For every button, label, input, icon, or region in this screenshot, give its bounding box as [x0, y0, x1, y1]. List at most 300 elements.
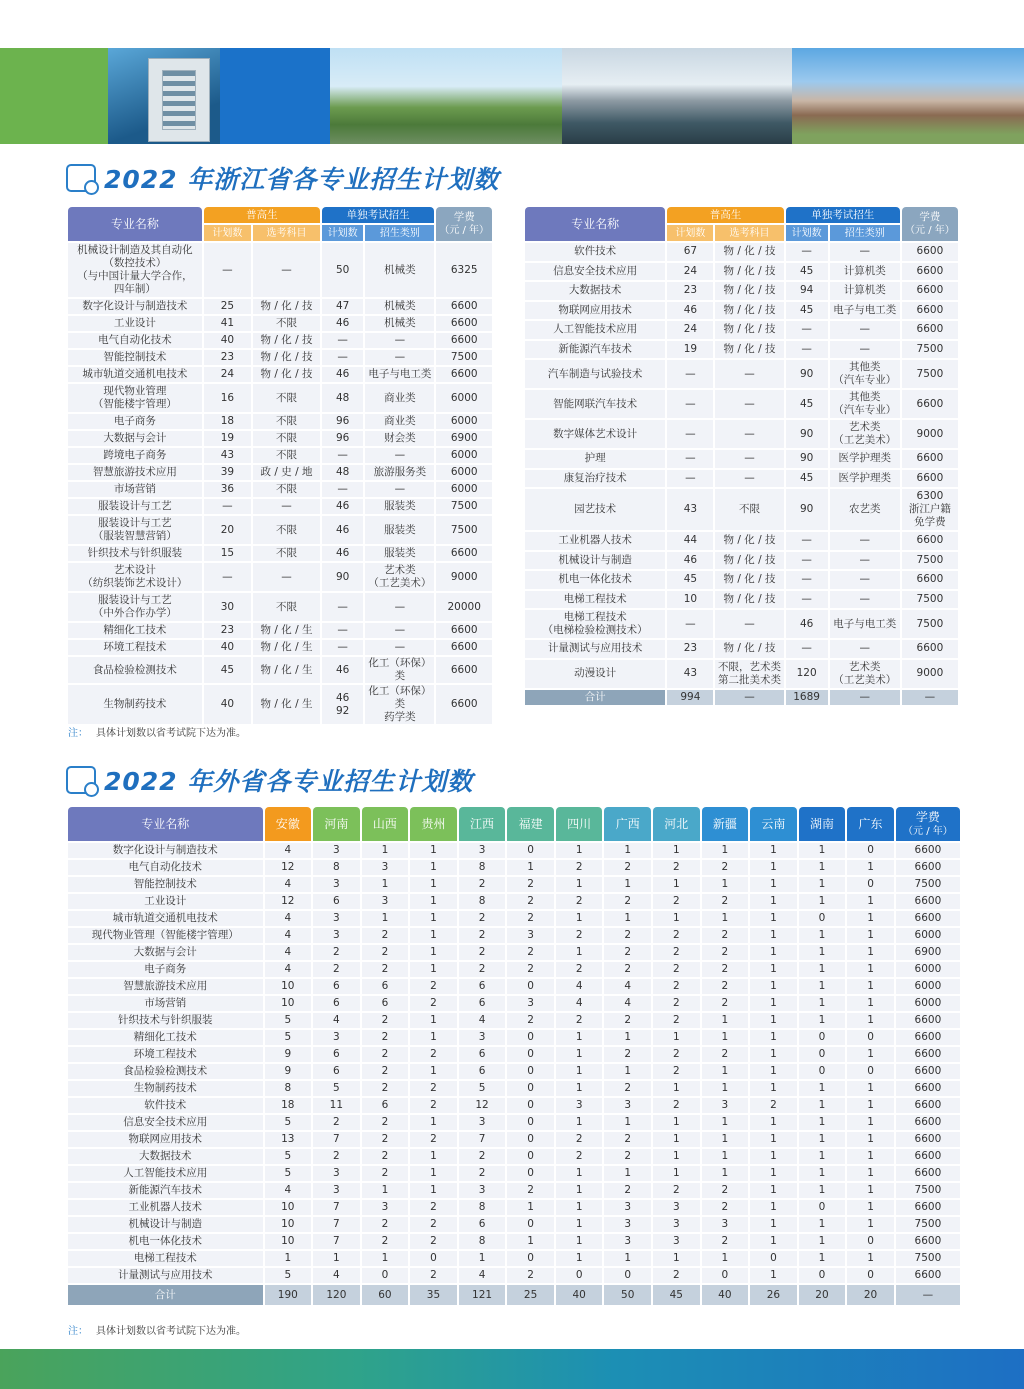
- fee-cell: 6600: [902, 571, 958, 589]
- fee-cell: 6000: [896, 928, 960, 943]
- banner-photo-building: [108, 48, 220, 144]
- category-cell: 服装类: [365, 516, 434, 544]
- province-count-cell: 2: [313, 962, 360, 977]
- province-count-cell: 2: [604, 945, 651, 960]
- footer-gradient-bar: [0, 1349, 1024, 1389]
- major-name-cell: 生物制药技术: [68, 685, 202, 724]
- province-count-cell: 2: [362, 1030, 409, 1045]
- province-count-cell: 0: [847, 1234, 894, 1249]
- subjects-cell: 物 / 化 / 技: [715, 571, 783, 589]
- province-count-cell: 2: [410, 1081, 457, 1096]
- total-row: [525, 690, 958, 705]
- province-count-cell: 1: [702, 843, 749, 858]
- province-count-cell: 1: [362, 877, 409, 892]
- table-row: [68, 1064, 960, 1079]
- province-count-cell: 0: [799, 911, 846, 926]
- category-cell: —: [830, 571, 900, 589]
- danzhao-plan-cell: 46: [322, 367, 363, 382]
- province-count-cell: 7: [313, 1217, 360, 1232]
- province-count-cell: 1: [799, 1217, 846, 1232]
- danzhao-plan-cell: —: [786, 640, 828, 658]
- province-count-cell: 2: [459, 1149, 506, 1164]
- fee-cell: 7500: [436, 350, 492, 365]
- province-count-cell: 9: [265, 1064, 312, 1079]
- province-count-cell: 8: [459, 1234, 506, 1249]
- province-count-cell: 0: [507, 1064, 554, 1079]
- header-plan: 计划数: [667, 225, 713, 241]
- plan-count-cell: 24: [204, 367, 251, 382]
- plan-count-cell: 67: [667, 243, 713, 261]
- table-row: [68, 1166, 960, 1181]
- fee-cell: 6300 浙江户籍 免学费: [902, 489, 958, 530]
- plan-count-cell: 25: [204, 299, 251, 314]
- category-cell: 商业类: [365, 384, 434, 412]
- province-count-cell: 6: [459, 1064, 506, 1079]
- province-count-cell: 13: [265, 1132, 312, 1147]
- danzhao-plan-cell: 94: [786, 282, 828, 300]
- province-count-cell: 1: [653, 843, 700, 858]
- fee-cell: 7500: [896, 1217, 960, 1232]
- province-count-cell: 1: [604, 911, 651, 926]
- major-name-cell: 数字媒体艺术设计: [525, 420, 665, 448]
- province-count-cell: 1: [750, 1200, 797, 1215]
- province-count-cell: 2: [362, 1081, 409, 1096]
- table-row: [68, 877, 960, 892]
- category-cell: 商业类: [365, 414, 434, 429]
- province-count-cell: 0: [507, 1149, 554, 1164]
- category-cell: 农艺类: [830, 489, 900, 530]
- fee-cell: 6600: [902, 302, 958, 320]
- province-count-cell: 1: [750, 1013, 797, 1028]
- header-plan: 计划数: [204, 225, 251, 241]
- danzhao-plan-cell: 90: [786, 450, 828, 468]
- subjects-cell: —: [715, 390, 783, 418]
- province-count-cell: 0: [799, 1268, 846, 1283]
- header-major-name: 专业名称: [68, 807, 263, 841]
- province-count-cell: 2: [556, 1013, 603, 1028]
- province-count-cell: 1: [653, 877, 700, 892]
- fee-cell: 6600: [902, 321, 958, 339]
- province-count-cell: 1: [750, 1047, 797, 1062]
- province-count-cell: 2: [362, 1115, 409, 1130]
- category-cell: 服装类: [365, 499, 434, 514]
- province-count-cell: 5: [265, 1115, 312, 1130]
- province-count-cell: 2: [702, 962, 749, 977]
- province-count-cell: 1: [750, 979, 797, 994]
- major-name-cell: 电梯工程技术: [68, 1251, 263, 1266]
- province-count-cell: 1: [410, 1166, 457, 1181]
- province-count-cell: 1: [556, 911, 603, 926]
- section1-title: 2022 年浙江省各专业招生计划数: [104, 165, 500, 194]
- table-row: [525, 552, 958, 570]
- province-count-cell: 12: [265, 894, 312, 909]
- category-cell: 化工（环保）类: [365, 657, 434, 683]
- major-name-cell: 电子商务: [68, 962, 263, 977]
- province-count-cell: 2: [653, 1183, 700, 1198]
- subjects-cell: 不限: [253, 414, 320, 429]
- danzhao-plan-cell: 46: [322, 546, 363, 561]
- province-header-10: 新疆: [702, 807, 749, 841]
- fee-cell: 6600: [896, 1166, 960, 1181]
- subjects-cell: 不限: [253, 516, 320, 544]
- province-count-cell: 1: [750, 1030, 797, 1045]
- province-count-cell: 1: [847, 928, 894, 943]
- province-count-cell: 1: [653, 1149, 700, 1164]
- fee-cell: 6600: [436, 685, 492, 724]
- province-count-cell: 1: [799, 877, 846, 892]
- province-count-cell: 3: [653, 1217, 700, 1232]
- province-count-cell: 1: [653, 1115, 700, 1130]
- table-row: [68, 1217, 960, 1232]
- subjects-cell: 物 / 化 / 技: [715, 591, 783, 609]
- total-cell: 20: [799, 1285, 846, 1305]
- fee-cell: 9000: [902, 420, 958, 448]
- fee-cell: 6600: [896, 860, 960, 875]
- province-count-cell: 2: [362, 962, 409, 977]
- category-cell: —: [830, 321, 900, 339]
- province-count-cell: 1: [750, 911, 797, 926]
- table-row: [525, 420, 958, 448]
- section1-note: 注： 具体计划数以省考试院下达为准。: [68, 728, 246, 739]
- province-count-cell: 0: [410, 1251, 457, 1266]
- province-count-cell: 1: [410, 1064, 457, 1079]
- province-count-cell: 1: [847, 1013, 894, 1028]
- major-name-cell: 园艺技术: [525, 489, 665, 530]
- province-count-cell: 1: [556, 1030, 603, 1045]
- plan-count-cell: —: [667, 470, 713, 488]
- province-count-cell: 12: [459, 1098, 506, 1113]
- major-name-cell: 服装设计与工艺 （服装智慧营销）: [68, 516, 202, 544]
- category-cell: 艺术类 （工艺美术）: [365, 563, 434, 591]
- category-cell: 其他类 （汽车专业）: [830, 390, 900, 418]
- province-count-cell: 2: [362, 1166, 409, 1181]
- province-count-cell: 2: [653, 1268, 700, 1283]
- category-cell: —: [365, 640, 434, 655]
- plan-count-cell: —: [667, 360, 713, 388]
- province-count-cell: 1: [799, 860, 846, 875]
- fee-cell: 7500: [902, 591, 958, 609]
- fee-cell: 6600: [436, 367, 492, 382]
- province-count-cell: 1: [556, 1217, 603, 1232]
- province-count-cell: 1: [799, 1251, 846, 1266]
- province-count-cell: 5: [265, 1268, 312, 1283]
- province-count-cell: 1: [750, 962, 797, 977]
- fee-cell: 7500: [896, 1251, 960, 1266]
- province-count-cell: 0: [604, 1268, 651, 1283]
- province-count-cell: 1: [702, 1251, 749, 1266]
- fee-cell: 20000: [436, 593, 492, 621]
- table-row: [68, 414, 492, 429]
- province-count-cell: 1: [556, 1234, 603, 1249]
- major-name-cell: 市场营销: [68, 482, 202, 497]
- province-count-cell: 4: [604, 979, 651, 994]
- search-document-icon: [66, 164, 96, 192]
- province-count-cell: 2: [604, 894, 651, 909]
- province-count-cell: 2: [459, 928, 506, 943]
- province-count-cell: 2: [653, 1064, 700, 1079]
- province-count-cell: 1: [799, 1166, 846, 1181]
- province-count-cell: 2: [653, 1047, 700, 1062]
- table-row: [525, 532, 958, 550]
- province-count-cell: 2: [459, 911, 506, 926]
- province-count-cell: 2: [362, 1132, 409, 1147]
- subjects-cell: 物 / 化 / 技: [715, 552, 783, 570]
- province-header-12: 湖南: [799, 807, 846, 841]
- subjects-cell: 不限: [253, 316, 320, 331]
- plan-count-cell: 23: [667, 282, 713, 300]
- province-count-cell: 3: [459, 1030, 506, 1045]
- header-category: 招生类别: [365, 225, 434, 241]
- major-name-cell: 软件技术: [525, 243, 665, 261]
- province-count-cell: 1: [556, 1251, 603, 1266]
- plan-count-cell: —: [667, 390, 713, 418]
- province-count-cell: 2: [410, 1217, 457, 1232]
- province-count-cell: 2: [459, 1166, 506, 1181]
- province-count-cell: 1: [556, 877, 603, 892]
- plan-count-cell: 19: [204, 431, 251, 446]
- province-count-cell: 6: [313, 1047, 360, 1062]
- total-cell: 60: [362, 1285, 409, 1305]
- subjects-cell: —: [715, 420, 783, 448]
- province-count-cell: 1: [702, 877, 749, 892]
- province-count-cell: 2: [459, 962, 506, 977]
- subjects-cell: 物 / 化 / 技: [253, 367, 320, 382]
- major-name-cell: 机械设计制造及其自动化 （数控技术） （与中国计量大学合作， 四年制）: [68, 243, 202, 297]
- major-name-cell: 人工智能技术应用: [525, 321, 665, 339]
- total-cell: 26: [750, 1285, 797, 1305]
- fee-cell: 6900: [896, 945, 960, 960]
- province-count-cell: 1: [799, 1132, 846, 1147]
- subjects-cell: 不限: [253, 431, 320, 446]
- province-count-cell: 2: [604, 928, 651, 943]
- province-count-cell: 1: [847, 1132, 894, 1147]
- province-count-cell: 2: [362, 1013, 409, 1028]
- table-row: [525, 341, 958, 359]
- province-count-cell: 0: [507, 1132, 554, 1147]
- province-count-cell: 2: [362, 928, 409, 943]
- province-count-cell: 1: [653, 1081, 700, 1096]
- province-count-cell: 1: [847, 911, 894, 926]
- province-count-cell: 5: [459, 1081, 506, 1096]
- category-cell: —: [830, 552, 900, 570]
- major-name-cell: 市场营销: [68, 996, 263, 1011]
- province-count-cell: 0: [507, 1047, 554, 1062]
- province-count-cell: 1: [653, 1251, 700, 1266]
- province-count-cell: 6: [362, 1098, 409, 1113]
- header-putong: 普高生: [204, 207, 320, 223]
- major-name-cell: 新能源汽车技术: [68, 1183, 263, 1198]
- province-count-cell: 1: [459, 1251, 506, 1266]
- category-cell: —: [830, 640, 900, 658]
- province-count-cell: 4: [604, 996, 651, 1011]
- province-count-cell: 1: [604, 1064, 651, 1079]
- fee-cell: 6600: [436, 316, 492, 331]
- province-count-cell: 2: [750, 1098, 797, 1113]
- province-count-cell: 3: [313, 877, 360, 892]
- header-fee: 学费 （元 / 年）: [902, 207, 958, 241]
- table-row: [68, 1200, 960, 1215]
- province-count-cell: 1: [799, 962, 846, 977]
- province-count-cell: 11: [313, 1098, 360, 1113]
- province-count-cell: 0: [507, 843, 554, 858]
- province-count-cell: 1: [750, 945, 797, 960]
- subjects-cell: 物 / 化 / 生: [253, 657, 320, 683]
- danzhao-plan-cell: 46: [322, 316, 363, 331]
- danzhao-plan-cell: 90: [786, 420, 828, 448]
- province-count-cell: 2: [362, 1064, 409, 1079]
- plan-count-cell: 15: [204, 546, 251, 561]
- province-count-cell: 0: [702, 1268, 749, 1283]
- plan-count-cell: —: [204, 243, 251, 297]
- plan-count-cell: 40: [204, 640, 251, 655]
- province-count-cell: 6: [459, 1047, 506, 1062]
- province-count-cell: 2: [653, 979, 700, 994]
- category-cell: 其他类 （汽车专业）: [830, 360, 900, 388]
- fee-cell: 6600: [896, 1268, 960, 1283]
- subjects-cell: —: [715, 450, 783, 468]
- subjects-cell: 物 / 化 / 生: [253, 623, 320, 638]
- province-count-cell: 1: [410, 843, 457, 858]
- total-cell: 40: [556, 1285, 603, 1305]
- province-count-cell: 3: [313, 911, 360, 926]
- table-row: [68, 1030, 960, 1045]
- province-count-cell: 1: [702, 1149, 749, 1164]
- province-count-cell: 1: [750, 1234, 797, 1249]
- major-name-cell: 软件技术: [68, 1098, 263, 1113]
- province-count-cell: 2: [556, 894, 603, 909]
- plan-count-cell: 46: [667, 302, 713, 320]
- fee-cell: 6600: [436, 623, 492, 638]
- province-count-cell: 1: [750, 1268, 797, 1283]
- major-name-cell: 智慧旅游技术应用: [68, 465, 202, 480]
- province-count-cell: 3: [313, 928, 360, 943]
- header-plan: 计划数: [786, 225, 828, 241]
- danzhao-plan-cell: 45: [786, 263, 828, 281]
- fee-cell: 6600: [902, 450, 958, 468]
- province-count-cell: 1: [750, 1064, 797, 1079]
- province-count-cell: 8: [313, 860, 360, 875]
- province-count-cell: 1: [410, 1183, 457, 1198]
- major-name-cell: 生物制药技术: [68, 1081, 263, 1096]
- province-count-cell: 3: [653, 1234, 700, 1249]
- plan-count-cell: 18: [204, 414, 251, 429]
- table-row: [68, 316, 492, 331]
- province-count-cell: 2: [313, 1149, 360, 1164]
- section2-heading: [66, 762, 473, 798]
- province-count-cell: 2: [507, 911, 554, 926]
- province-count-cell: 1: [362, 911, 409, 926]
- table-row: [525, 450, 958, 468]
- province-count-cell: 7: [459, 1132, 506, 1147]
- plan-count-cell: 24: [667, 263, 713, 281]
- subjects-cell: 物 / 化 / 技: [253, 299, 320, 314]
- section2-title: 2022 年外省各专业招生计划数: [104, 767, 474, 796]
- plan-count-cell: 20: [204, 516, 251, 544]
- fee-cell: 6000: [436, 465, 492, 480]
- major-name-cell: 城市轨道交通机电技术: [68, 911, 263, 926]
- table-row: [68, 1013, 960, 1028]
- plan-count-cell: —: [204, 499, 251, 514]
- province-count-cell: 3: [313, 1183, 360, 1198]
- major-name-cell: 人工智能技术应用: [68, 1166, 263, 1181]
- total-cell: 121: [459, 1285, 506, 1305]
- category-cell: —: [830, 243, 900, 261]
- section2-note: 注： 具体计划数以省考试院下达为准。: [68, 1326, 246, 1337]
- danzhao-plan-cell: —: [322, 333, 363, 348]
- province-count-cell: 1: [556, 1081, 603, 1096]
- category-cell: 电子与电工类: [830, 302, 900, 320]
- other-provinces-plan-table: [66, 805, 962, 1307]
- province-count-cell: 0: [507, 979, 554, 994]
- province-count-cell: 0: [799, 1200, 846, 1215]
- province-count-cell: 2: [410, 1234, 457, 1249]
- province-count-cell: 2: [362, 1217, 409, 1232]
- major-name-cell: 智能网联汽车技术: [525, 390, 665, 418]
- fee-cell: 7500: [436, 499, 492, 514]
- province-count-cell: 1: [847, 1166, 894, 1181]
- fee-cell: 6600: [436, 657, 492, 683]
- province-count-cell: 4: [265, 1183, 312, 1198]
- province-count-cell: 2: [410, 1200, 457, 1215]
- province-count-cell: 1: [604, 1030, 651, 1045]
- plan-count-cell: —: [204, 563, 251, 591]
- table-row: [525, 263, 958, 281]
- major-name-cell: 艺术设计 （纺织装饰艺术设计）: [68, 563, 202, 591]
- table-row: [68, 482, 492, 497]
- province-count-cell: 1: [799, 945, 846, 960]
- table-row: [525, 660, 958, 688]
- province-count-cell: 2: [410, 1268, 457, 1283]
- province-count-cell: 1: [799, 843, 846, 858]
- header-putong: 普高生: [667, 207, 783, 223]
- province-count-cell: 4: [265, 843, 312, 858]
- subjects-cell: 物 / 化 / 技: [715, 282, 783, 300]
- major-name-cell: 电梯工程技术: [525, 591, 665, 609]
- danzhao-plan-cell: —: [786, 243, 828, 261]
- total-cell: 45: [653, 1285, 700, 1305]
- table-row: [68, 1081, 960, 1096]
- header-danzhao: 单独考试招生: [322, 207, 434, 223]
- province-count-cell: 2: [507, 1013, 554, 1028]
- danzhao-plan-cell: —: [786, 341, 828, 359]
- total-label: 合计: [525, 690, 665, 705]
- category-cell: —: [365, 448, 434, 463]
- province-count-cell: 1: [847, 962, 894, 977]
- table-row: [68, 1132, 960, 1147]
- province-header-5: 江西: [459, 807, 506, 841]
- province-count-cell: 1: [702, 1166, 749, 1181]
- province-count-cell: 7: [313, 1234, 360, 1249]
- province-count-cell: 0: [507, 1081, 554, 1096]
- province-count-cell: 1: [410, 928, 457, 943]
- province-count-cell: 1: [362, 843, 409, 858]
- table-row: [68, 657, 492, 683]
- danzhao-plan-cell: —: [786, 321, 828, 339]
- province-count-cell: 6: [459, 979, 506, 994]
- province-count-cell: 1: [799, 996, 846, 1011]
- major-name-cell: 新能源汽车技术: [525, 341, 665, 359]
- subjects-cell: 不限: [253, 384, 320, 412]
- province-count-cell: 1: [799, 1081, 846, 1096]
- province-count-cell: 1: [847, 1115, 894, 1130]
- province-count-cell: 5: [265, 1013, 312, 1028]
- province-count-cell: 1: [847, 1251, 894, 1266]
- fee-cell: 7500: [902, 360, 958, 388]
- category-cell: 计算机类: [830, 263, 900, 281]
- province-count-cell: 0: [507, 1115, 554, 1130]
- table-row: [68, 640, 492, 655]
- total-row: [68, 1285, 960, 1305]
